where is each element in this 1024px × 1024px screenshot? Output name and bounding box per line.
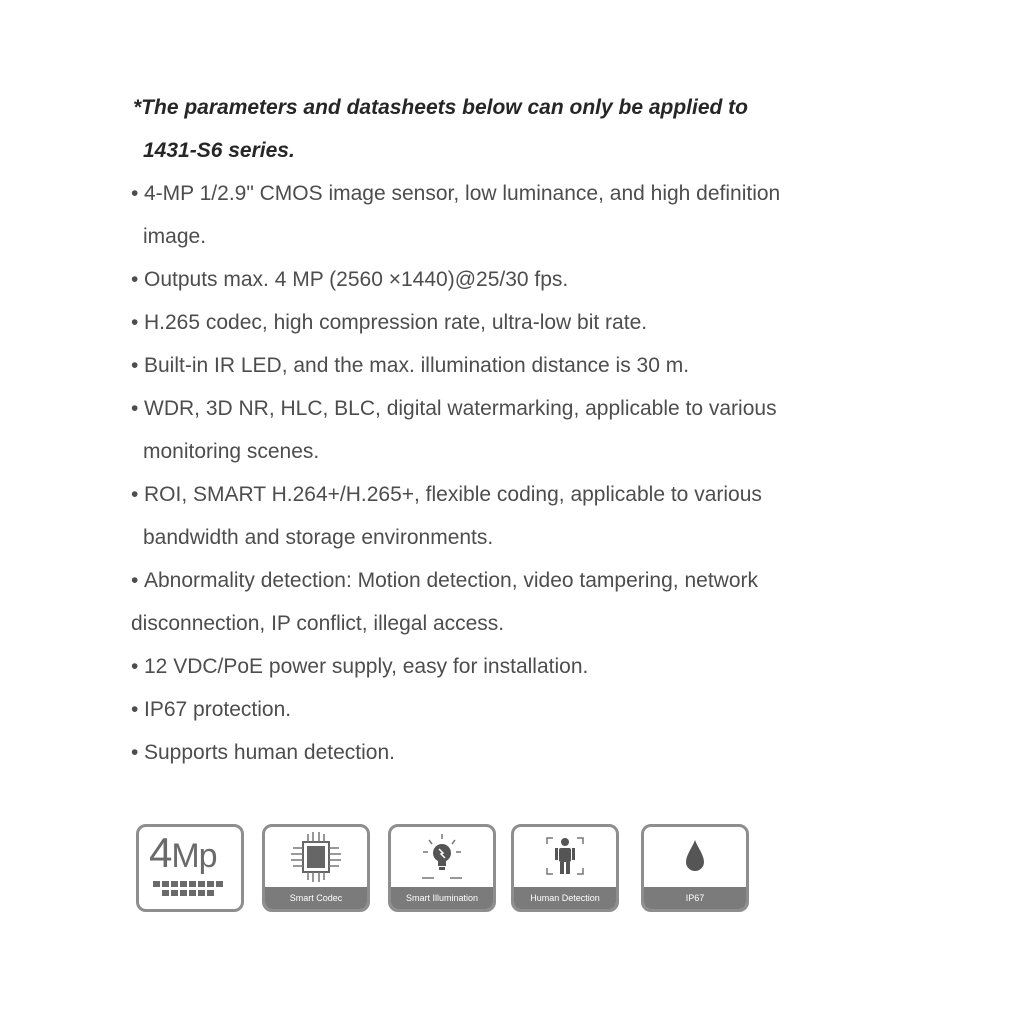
badge-label: IP67 bbox=[644, 887, 746, 909]
4mp-resolution-icon bbox=[149, 829, 217, 877]
feature-text: 4-MP 1/2.9" CMOS image sensor, low luminance, and high definition bbox=[144, 182, 781, 205]
bullet: • bbox=[131, 182, 139, 205]
bullet: • bbox=[131, 311, 139, 334]
feature-item bbox=[131, 688, 891, 731]
bullet: • bbox=[131, 354, 139, 377]
feature-text-continued: disconnection, IP conflict, illegal access. bbox=[131, 612, 505, 635]
pixel-grid-icon bbox=[153, 881, 233, 903]
feature-text: WDR, 3D NR, HLC, BLC, digital watermarking, applicable to various bbox=[144, 397, 777, 420]
bullet: • bbox=[131, 698, 139, 721]
feature-item bbox=[131, 172, 891, 258]
applicability-note bbox=[133, 86, 893, 172]
feature-item bbox=[131, 258, 891, 301]
badge-human-detection bbox=[511, 824, 619, 912]
feature-text: H.265 codec, high compression rate, ultra-low bit rate. bbox=[144, 311, 648, 334]
feature-text: Built-in IR LED, and the max. illumination distance is 30 m. bbox=[144, 354, 690, 377]
note-line-2: 1431-S6 series. bbox=[143, 139, 295, 162]
feature-text: IP67 protection. bbox=[144, 698, 292, 721]
bullet: • bbox=[131, 655, 139, 678]
badge-label: Human Detection bbox=[514, 887, 616, 909]
bullet: • bbox=[131, 483, 139, 506]
feature-text: Abnormality detection: Motion detection, video tampering, network bbox=[144, 569, 758, 592]
mp-unit: Mp bbox=[171, 837, 217, 875]
bullet: • bbox=[131, 268, 139, 291]
lightbulb-icon bbox=[412, 830, 472, 884]
feature-item bbox=[131, 387, 891, 473]
feature-text-continued: monitoring scenes. bbox=[143, 440, 320, 463]
mp-number: 4 bbox=[149, 829, 172, 876]
badge-smart-illumination bbox=[388, 824, 496, 912]
feature-text: Outputs max. 4 MP (2560 ×1440)@25/30 fps. bbox=[144, 268, 569, 291]
water-drop-icon bbox=[665, 830, 725, 884]
feature-item bbox=[131, 559, 891, 645]
feature-item bbox=[131, 344, 891, 387]
badge-smart-codec bbox=[262, 824, 370, 912]
chip-icon bbox=[286, 830, 346, 884]
note-line-1: *The parameters and datasheets below can only be applied to bbox=[133, 96, 748, 119]
bullet: • bbox=[131, 569, 139, 592]
badge-ip67 bbox=[641, 824, 749, 912]
bullet: • bbox=[131, 741, 139, 764]
bullet: • bbox=[131, 397, 139, 420]
feature-list bbox=[131, 172, 891, 774]
feature-item bbox=[131, 645, 891, 688]
feature-text-continued: image. bbox=[143, 225, 207, 248]
badge-4mp bbox=[136, 824, 244, 912]
feature-text: 12 VDC/PoE power supply, easy for installation. bbox=[144, 655, 589, 678]
feature-item bbox=[131, 473, 891, 559]
human-figure-icon bbox=[535, 830, 595, 884]
badge-label: Smart Codec bbox=[265, 887, 367, 909]
badge-label: Smart Illumination bbox=[391, 887, 493, 909]
feature-text: ROI, SMART H.264+/H.265+, flexible coding, applicable to various bbox=[144, 483, 762, 506]
feature-text-continued: bandwidth and storage environments. bbox=[143, 526, 494, 549]
feature-text: Supports human detection. bbox=[144, 741, 395, 764]
feature-item bbox=[131, 301, 891, 344]
feature-item bbox=[131, 731, 891, 774]
